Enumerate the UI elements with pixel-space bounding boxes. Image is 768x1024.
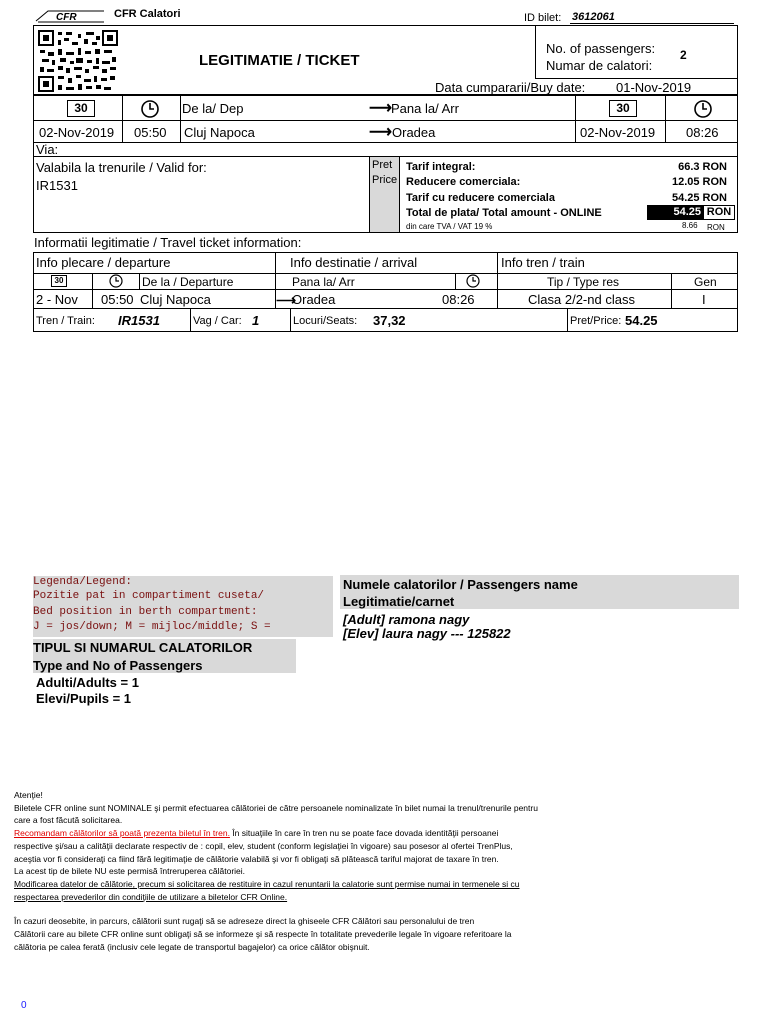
legend-title: Legenda/Legend: bbox=[33, 576, 133, 588]
total-amount-currency: RON bbox=[703, 205, 735, 220]
svg-text:CFR: CFR bbox=[56, 12, 77, 23]
route-box bbox=[33, 95, 738, 143]
to-column-header: Pana la/ Arr bbox=[292, 275, 355, 289]
notice-line-7: Modificarea datelor de călătorie, precum si solicitarea de restituire in cazul renuntarii la calatorie sunt permise numai in termenele si cu bbox=[14, 878, 520, 889]
ticket-id-value: 3612061 bbox=[572, 11, 615, 23]
notice-line-11: călătoria pe calea ferată (inclusiv cele legate de transportul bagajelor) ca orice călător obişnuit. bbox=[14, 941, 370, 952]
notice-line-1: Biletele CFR online sunt NOMINALE şi permit efectuarea călătoriei de către persoanele nominalizate în bilet numai la trenul/trenurile pentru bbox=[14, 802, 538, 813]
from-station: Cluj Napoca bbox=[184, 125, 255, 140]
price-row-discount: Reducere comerciala: bbox=[406, 176, 521, 188]
arrival-time: 08:26 bbox=[686, 125, 719, 140]
price-value: 54.25 bbox=[625, 313, 658, 328]
table-departure-clock-icon bbox=[109, 274, 123, 288]
departure-date: 02-Nov-2019 bbox=[39, 125, 115, 140]
train-info-header: Info tren / train bbox=[501, 255, 585, 270]
adults-count: Adulti/Adults = 1 bbox=[36, 675, 139, 690]
departure-clock-icon bbox=[140, 99, 160, 119]
ticket-header-box bbox=[33, 25, 738, 95]
vat-label: din care TVA / VAT 19 % bbox=[406, 222, 493, 231]
train-value: IR1531 bbox=[118, 313, 160, 328]
station-arrow-icon: ⟶ bbox=[369, 124, 392, 141]
legend-line-2: Pozitie pat in compartiment cuseta/ bbox=[33, 590, 265, 602]
arrival-calendar-icon: 30 bbox=[609, 100, 637, 117]
brand-name: CFR Calatori bbox=[114, 8, 181, 20]
row-arrow-icon: ⟶ bbox=[276, 292, 297, 308]
total-amount-value: 54.25 bbox=[647, 205, 703, 220]
legend-box bbox=[33, 576, 333, 637]
row-from-station: Cluj Napoca bbox=[140, 292, 211, 307]
purchase-date-label: Data cumpararii/Buy date: bbox=[435, 80, 586, 95]
price-value-full-fare: 66.3 RON bbox=[678, 161, 727, 173]
passenger-adult: [Adult] ramona nagy bbox=[343, 612, 470, 627]
ticket-id-label: ID bilet: bbox=[524, 12, 562, 24]
from-column-header: De la / Departure bbox=[142, 275, 234, 289]
from-label: De la/ Dep bbox=[182, 101, 244, 116]
departure-info-header: Info plecare / departure bbox=[36, 255, 171, 270]
row-departure-time: 05:50 bbox=[101, 292, 134, 307]
valid-train: IR1531 bbox=[36, 178, 78, 193]
legend-line-3: Bed position in berth compartment: bbox=[33, 606, 258, 618]
to-station: Oradea bbox=[392, 125, 436, 140]
page-marker: 0 bbox=[21, 1000, 27, 1011]
validity-price-box bbox=[33, 157, 738, 233]
price-label: Pret/Price: bbox=[570, 315, 622, 327]
to-label: Pana la/ Arr bbox=[391, 101, 459, 116]
price-value-discount: 12.05 RON bbox=[671, 176, 727, 188]
departure-calendar-icon: 30 bbox=[67, 100, 95, 117]
train-label: Tren / Train: bbox=[36, 315, 95, 327]
row-gen: I bbox=[702, 292, 706, 307]
cfr-logo bbox=[34, 9, 106, 23]
price-value-discounted-fare: 54.25 RON bbox=[671, 192, 727, 204]
notice-line-9: În cazuri deosebite, in parcurs, călătorii sunt rugaţi să se adreseze direct la ghiseele CFR Călători sau personalului de tren bbox=[14, 916, 475, 927]
arrival-clock-icon bbox=[693, 99, 713, 119]
car-label: Vag / Car: bbox=[193, 315, 242, 327]
ticket-title: LEGITIMATIE / TICKET bbox=[199, 52, 360, 69]
row-class: Clasa 2/2-nd class bbox=[528, 292, 635, 307]
purchase-date-value: 01-Nov-2019 bbox=[616, 80, 692, 95]
departure-time: 05:50 bbox=[134, 125, 167, 140]
vat-currency: RON bbox=[707, 223, 725, 232]
row-arrival-time: 08:26 bbox=[442, 292, 475, 307]
seats-value: 37,32 bbox=[373, 313, 406, 328]
via-row bbox=[33, 143, 738, 157]
price-row-discounted-fare: Tarif cu reducere comerciala bbox=[406, 192, 555, 204]
row-to-station: Oradea bbox=[292, 292, 336, 307]
row-date: 2 - Nov bbox=[36, 292, 78, 307]
legend-line-4: J = jos/down; M = mijloc/middle; S = bbox=[33, 621, 271, 633]
passengers-name-header: Numele calatorilor / Passengers name Legitimatie/carnet bbox=[340, 575, 739, 609]
gen-column-header: Gen bbox=[694, 275, 717, 289]
notice-line-3: Recomandam călătorilor să poată prezenta biletul în tren. În situaţiile în care în tren nu se poate face dovada identităţii persoanei bbox=[14, 828, 499, 839]
notice-line-8: respectarea prevederilor din condiţiile de utilizare a biletelor CFR Online. bbox=[14, 891, 288, 902]
price-label-cell: Pret Price bbox=[369, 157, 400, 232]
notice-line-4: respective şi/sau a calităţii declarate respectiv de : copil, elev, student (conform legislaţiei în vigoare) sau posesor al ofertei TrenPlus, bbox=[14, 840, 513, 851]
notice-line-5: aceştia vor fi consideraţi ca fiind fără legitimaţie de călătorie valabilă şi vor fi obligaţi să plătească tariful majorat de taxare în tren. bbox=[14, 853, 499, 864]
notice-recommendation: Recomandam călătorilor să poată prezenta biletul în tren. bbox=[14, 828, 230, 839]
passenger-pupil: [Elev] laura nagy --- 125822 bbox=[343, 626, 511, 641]
table-arrival-clock-icon bbox=[466, 274, 480, 288]
travel-info-title: Informatii legitimatie / Travel ticket information: bbox=[34, 235, 302, 250]
qr-code-icon bbox=[38, 30, 118, 92]
notice-line-10: Călătorii care au bilete CFR online sunt obligaţi să se informeze şi să respecte în totalitate prevederile legale în vigoare referitoare la bbox=[14, 929, 512, 940]
valid-for-label: Valabila la trenurile / Valid for: bbox=[36, 160, 207, 175]
pupils-count: Elevi/Pupils = 1 bbox=[36, 691, 132, 706]
passengers-label-ro: Numar de calatori: bbox=[546, 58, 653, 73]
table-calendar-icon: 30 bbox=[51, 275, 67, 287]
notice-block bbox=[14, 789, 634, 953]
notice-line-6: La acest tip de bilete NU este permisă întreruperea călătoriei. bbox=[14, 866, 246, 877]
arrival-date: 02-Nov-2019 bbox=[580, 125, 656, 140]
seats-label: Locuri/Seats: bbox=[293, 315, 358, 327]
via-label: Via: bbox=[36, 142, 59, 157]
notice-title: Atenţie! bbox=[14, 790, 43, 800]
car-value: 1 bbox=[252, 313, 260, 328]
vat-value: 8.66 bbox=[682, 221, 698, 230]
passengers-count: 2 bbox=[680, 48, 687, 62]
notice-line-2: care a fost făcută solicitarea. bbox=[14, 815, 123, 826]
travel-info-table bbox=[33, 252, 738, 332]
total-amount-label: Total de plata/ Total amount - ONLINE bbox=[406, 207, 602, 219]
passenger-types-header: TIPUL SI NUMARUL CALATORILOR Type and No of Passengers bbox=[33, 639, 296, 673]
type-column-header: Tip / Type res bbox=[547, 275, 620, 289]
route-arrow-icon: ⟶ bbox=[369, 100, 392, 117]
price-row-full-fare: Tarif integral: bbox=[406, 161, 476, 173]
arrival-info-header: Info destinatie / arrival bbox=[290, 255, 418, 270]
passengers-label-en: No. of passengers: bbox=[546, 41, 656, 56]
